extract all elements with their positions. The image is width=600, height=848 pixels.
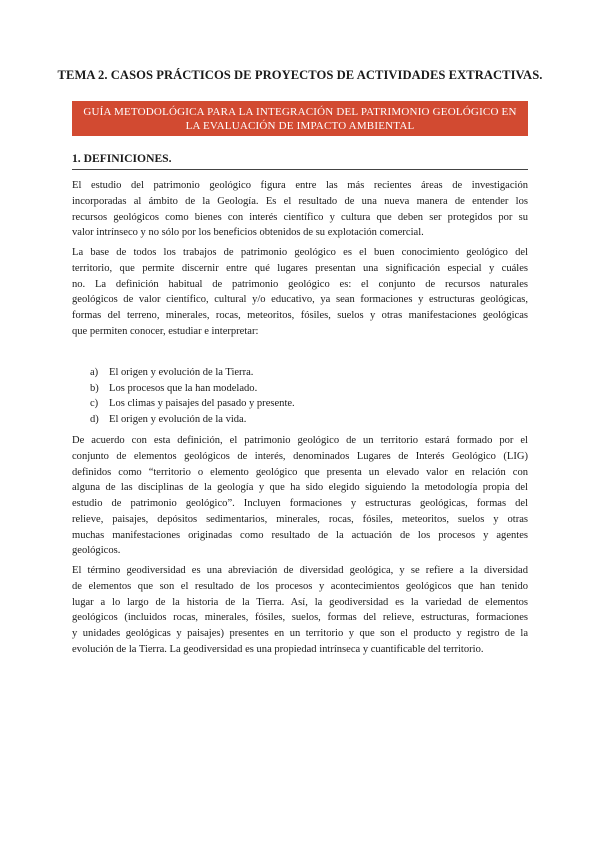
criteria-list: [90, 365, 295, 428]
paragraph-line: geológicos (incluidos rocas, minerales, fósiles, suelos, formas del relieve, estructuras, formaciones: [72, 612, 528, 624]
paragraph-3: [72, 433, 528, 559]
paragraph-line: muchas manifestaciones originadas como resultado de la actuación de los procesos y agentes: [72, 529, 528, 541]
list-marker: a): [90, 367, 99, 378]
paragraph-line: relieve, paisajes, depósitos sedimentarios, minerales, rocas, fósiles, meteoritos, suelos y otras: [72, 513, 528, 525]
paragraph-line: lugar a lo largo de la historia de la Tierra. Así, la geodiversidad es la variedad de elementos: [72, 596, 528, 608]
list-item: [90, 365, 295, 381]
list-item: [90, 381, 295, 397]
paragraph-line: De acuerdo con esta definición, el patrimonio geológico de un territorio estará formado por el: [72, 435, 528, 446]
paragraph-line: La base de todos los trabajos de patrimonio geológico es el buen conocimiento geológico del: [72, 247, 528, 258]
list-item-text: Los procesos que la han modelado.: [109, 382, 258, 394]
list-item-text: Los climas y paisajes del pasado y presente.: [109, 398, 295, 410]
list-item: [90, 396, 295, 412]
list-item-text: El origen y evolución de la vida.: [109, 414, 247, 426]
paragraph-line: geológicos de valor científico, cultural y/o educativo, ya sean formaciones y estructuras geológicas,: [72, 294, 528, 306]
paragraph-line: de elementos que son el resultado de los procesos y acontecimientos geológicos que han tenido: [72, 580, 528, 592]
paragraph-4: [72, 563, 528, 658]
paragraph-line: evolución de la Tierra. La geodiversidad es una propiedad intrínseca y cuantificable del territorio.: [72, 643, 484, 655]
paragraph-line: estudio de patrimonio geológico”. Incluyen formaciones y estructuras geológicas, formas del: [72, 498, 528, 509]
banner-line-2: LA EVALUACIÓN DE IMPACTO AMBIENTAL: [185, 119, 415, 132]
paragraph-line: valor intrínseco y no sólo por los beneficios obtenidos de su explotación comercial.: [72, 227, 424, 239]
paragraph-line: geológicos.: [72, 545, 121, 557]
list-item: [90, 412, 295, 428]
paragraph-line: que permiten conocer, estudiar e interpretar:: [72, 325, 259, 337]
list-marker: c): [90, 398, 99, 410]
section-heading: 1. DEFINICIONES.: [72, 152, 528, 170]
paragraph-line: formas del terreno, minerales, rocas, meteoritos, fósiles, suelos y otras manifestaciones geológicas: [72, 310, 528, 321]
paragraph-line: no. La definición habitual de patrimonio geológico es: el conjunto de recursos naturales: [72, 278, 528, 290]
paragraph-line: incorporadas al ámbito de la Geología. Es el resultado de una nueva manera de entender los: [72, 195, 528, 207]
paragraph-line: recursos geológicos como bienes con interés científico y cultura que deben ser protegidos por su: [72, 211, 528, 223]
paragraph-1: [72, 178, 528, 241]
paragraph-line: El término geodiversidad es una abreviación de diversidad geológica, y se refiere a la diversidad: [72, 565, 528, 576]
section-banner: [72, 101, 528, 136]
paragraph-line: conjunto de elementos geológicos de interés, denominados Lugares de Interés Geológico (LIG): [72, 450, 528, 462]
paragraph-2: [72, 245, 528, 340]
paragraph-line: definidos como “territorio o elemento geológico que presenta un elevado valor en relación con: [72, 466, 528, 478]
paragraph-line: territorio, que permite discernir entre qué lugares presentan una significación especial y cuáles: [72, 262, 528, 274]
list-marker: b): [90, 382, 99, 394]
page-title: TEMA 2. CASOS PRÁCTICOS DE PROYECTOS DE ACTIVIDADES EXTRACTIVAS.: [57, 68, 543, 82]
paragraph-line: y unidades geológicas y paisajes) presentes en un territorio y que son el producto y registro de la: [72, 628, 528, 639]
list-marker: d): [90, 414, 99, 426]
paragraph-line: alguna de las disciplinas de la geología y que ha sido elegido siguiendo la metodología propia del: [72, 482, 528, 494]
list-item-text: El origen y evolución de la Tierra.: [109, 367, 254, 378]
banner-line-1: GUÍA METODOLÓGICA PARA LA INTEGRACIÓN DEL PATRIMONIO GEOLÓGICO EN: [83, 105, 517, 118]
paragraph-line: El estudio del patrimonio geológico figura entre las más recientes áreas de investigación: [72, 180, 528, 191]
